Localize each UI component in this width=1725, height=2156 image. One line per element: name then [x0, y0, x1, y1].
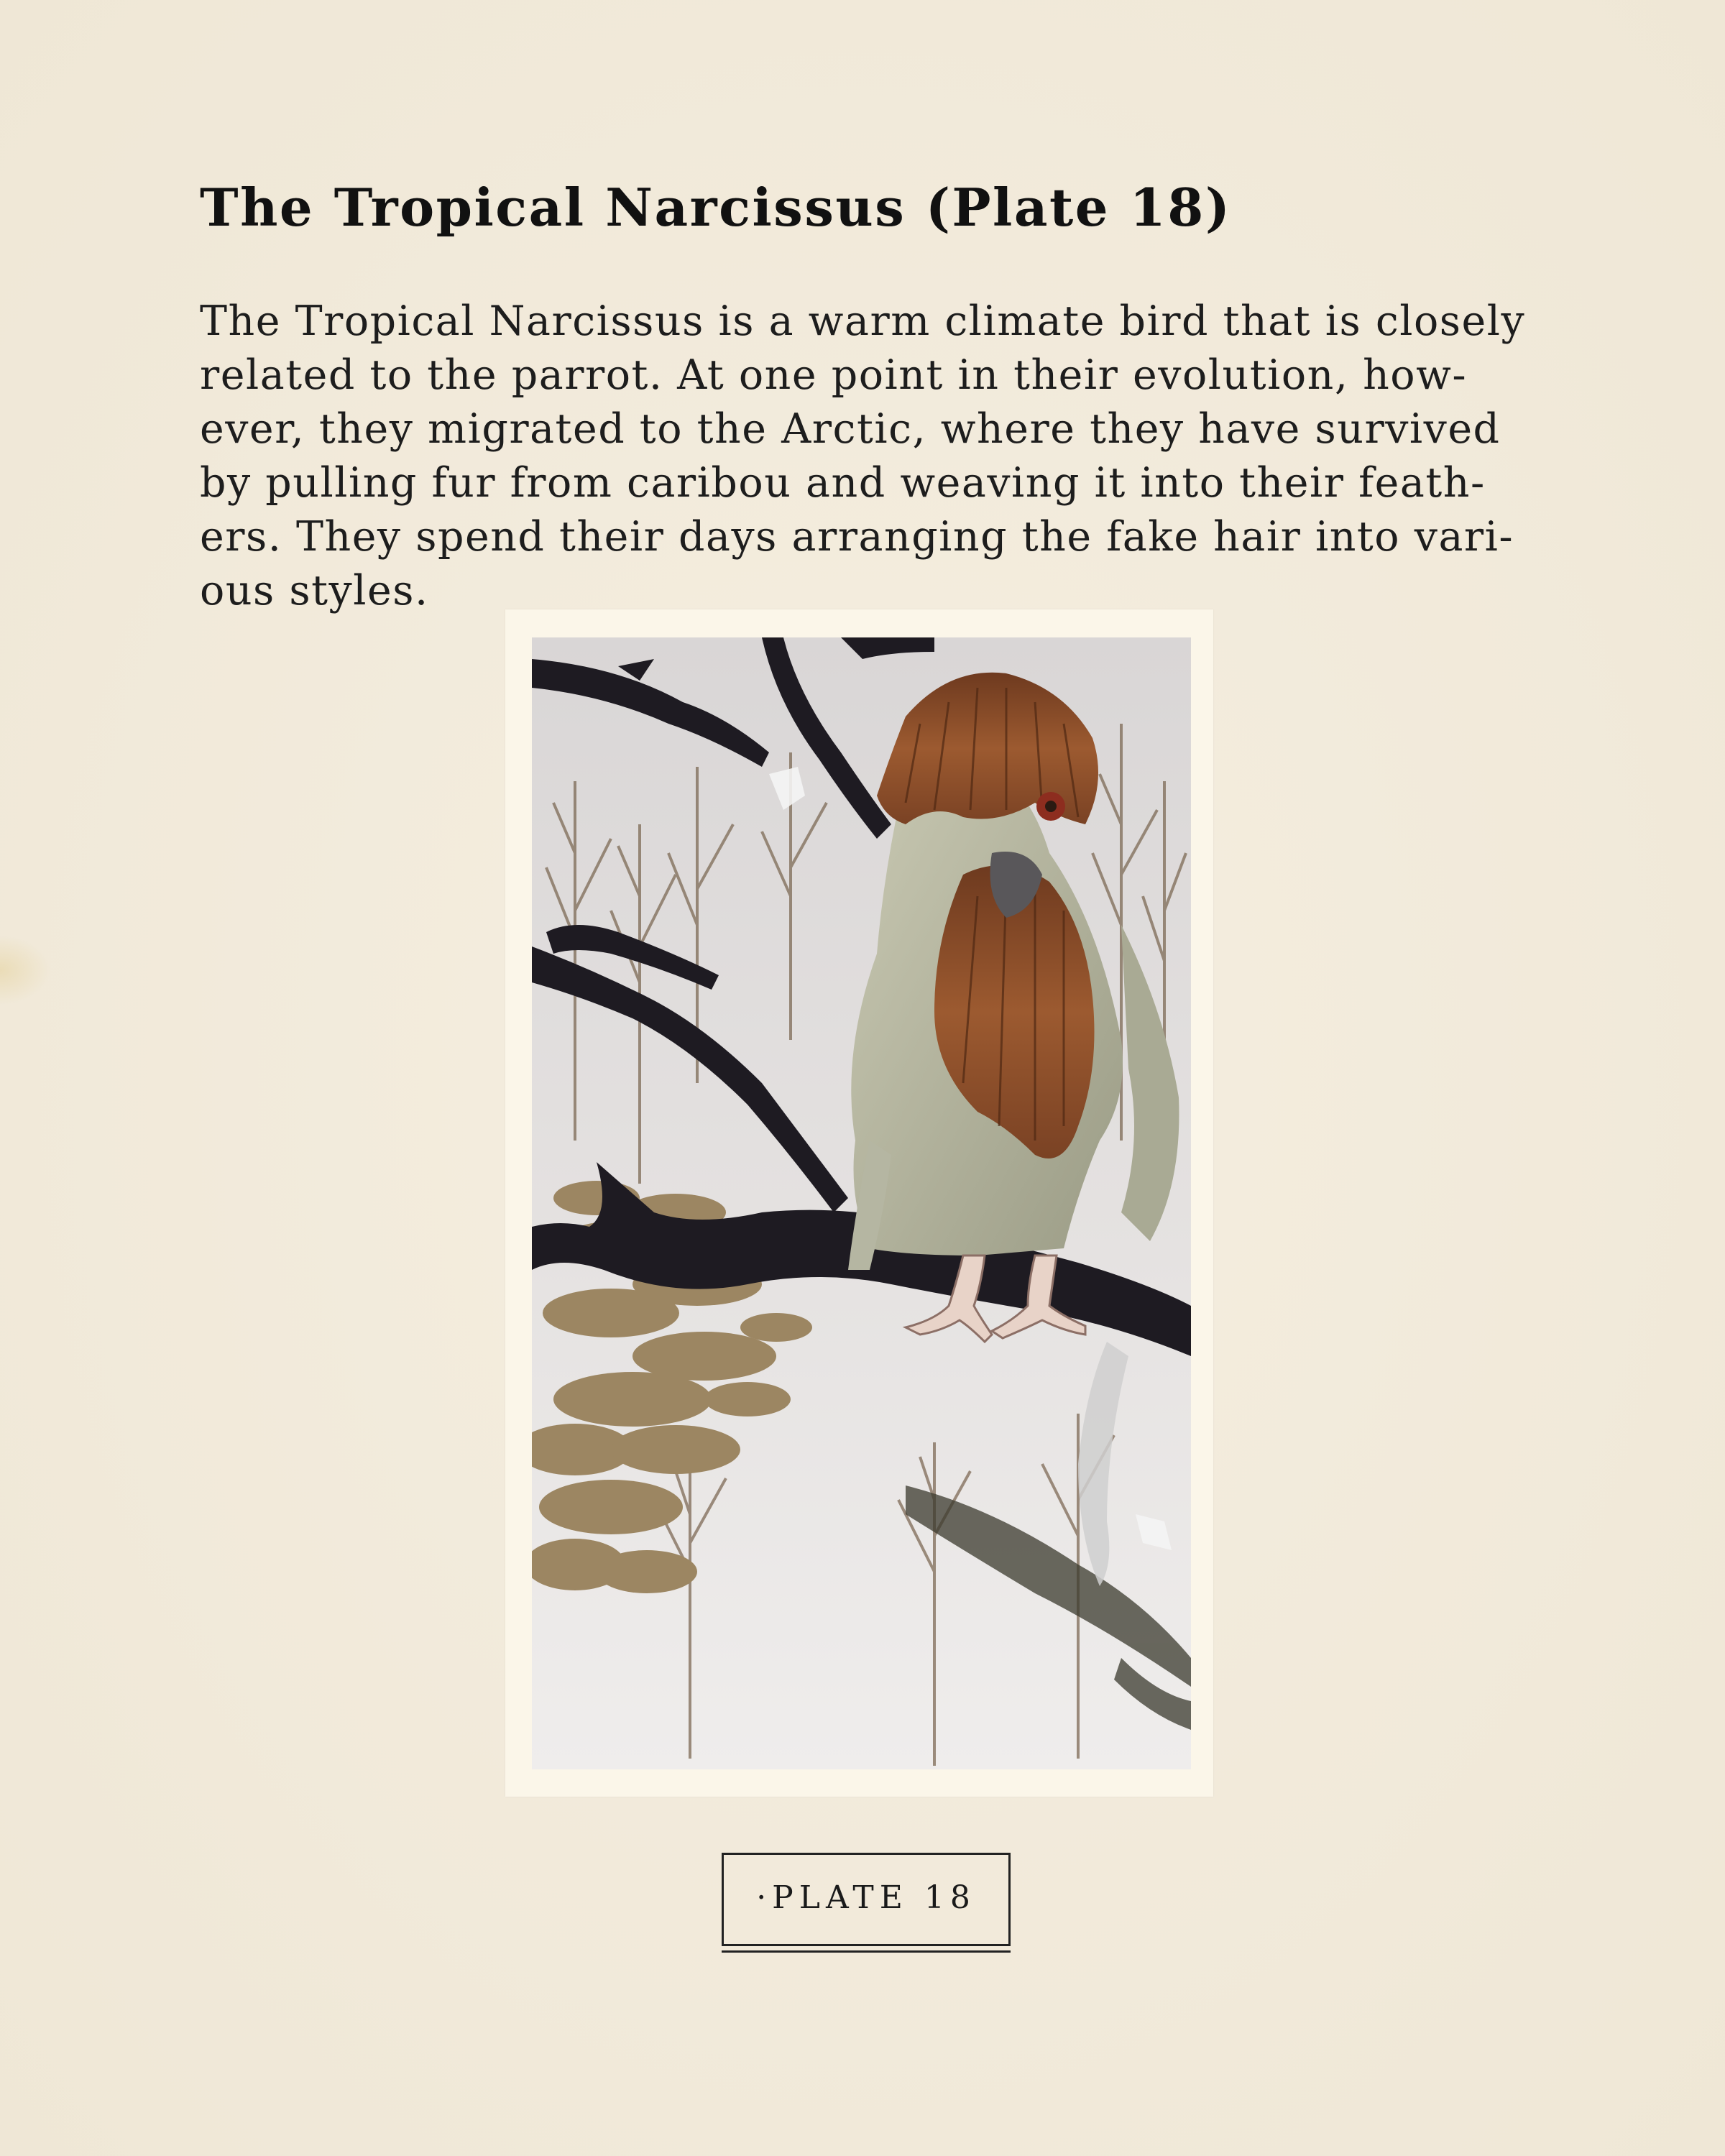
plate-collage-image: [532, 637, 1191, 1769]
paragraph-line: ers. They spend their days arranging the fake hair into vari-: [200, 513, 1514, 561]
paragraph-line: related to the parrot. At one point in their evolution, how-: [200, 351, 1468, 399]
plate-label: ·PLATE 18: [756, 1879, 976, 1916]
paragraph-line: ous styles.: [200, 567, 429, 614]
page-title: The Tropical Narcissus (Plate 18): [200, 177, 1232, 238]
collage-illustration: [532, 637, 1191, 1769]
plate-label-box: [722, 1853, 1011, 1946]
paragraph-line: The Tropical Narcissus is a warm climate bird that is closely: [200, 298, 1526, 345]
plate-mat: [505, 609, 1213, 1797]
description-paragraph: [200, 295, 1526, 618]
paragraph-line: ever, they migrated to the Arctic, where they have survived: [200, 405, 1501, 453]
paragraph-line: by pulling fur from caribou and weaving it into their feath-: [200, 459, 1486, 507]
